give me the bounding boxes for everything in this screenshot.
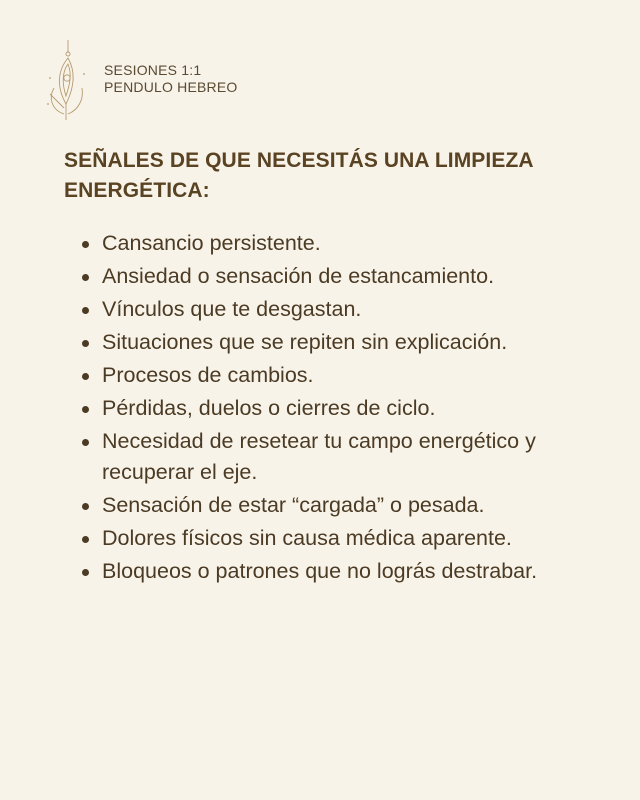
list-item — [82, 523, 582, 554]
list-item — [82, 261, 582, 292]
bullet-dot-icon — [82, 569, 89, 576]
bullet-dot-icon — [82, 439, 89, 446]
bullet-dot-icon — [82, 536, 89, 543]
bullet-dot-icon — [82, 340, 89, 347]
list-item-text: Vínculos que te desgastan. — [102, 297, 362, 321]
list-item-text: Necesidad de resetear tu campo energético y recuperar el eje. — [102, 429, 536, 484]
list-item-text: Dolores físicos sin causa médica aparente. — [102, 526, 512, 550]
page-title: SEÑALES DE QUE NECESITÁS UNA LIMPIEZA ENERGÉTICA: — [64, 149, 533, 202]
list-item — [82, 490, 582, 521]
brand-line-sessions: SESIONES 1:1 — [104, 62, 202, 78]
bullet-dot-icon — [82, 503, 89, 510]
bullet-dot-icon — [82, 406, 89, 413]
bullet-dot-icon — [82, 274, 89, 281]
list-item-text: Sensación de estar “cargada” o pesada. — [102, 493, 485, 517]
bullet-dot-icon — [82, 241, 89, 248]
list-item-text: Bloqueos o patrones que no lográs destrabar. — [102, 559, 538, 583]
list-item-text: Situaciones que se repiten sin explicación. — [102, 330, 508, 354]
pendulum-feather-icon — [44, 38, 86, 122]
list-item-text: Pérdidas, duelos o cierres de ciclo. — [102, 396, 436, 420]
list-item — [82, 360, 582, 391]
list-item — [82, 294, 582, 325]
list-item-text: Cansancio persistente. — [102, 231, 321, 255]
list-item-text: Ansiedad o sensación de estancamiento. — [102, 264, 495, 288]
bullet-dot-icon — [82, 307, 89, 314]
list-item — [82, 556, 582, 587]
signs-list — [82, 228, 582, 589]
list-item — [82, 426, 582, 488]
brand-line-pendulum: PENDULO HEBREO — [104, 79, 238, 95]
list-item — [82, 327, 582, 358]
list-item — [82, 228, 582, 259]
bullet-dot-icon — [82, 373, 89, 380]
list-item — [82, 393, 582, 424]
brand-block — [104, 62, 238, 96]
list-item-text: Procesos de cambios. — [102, 363, 314, 387]
